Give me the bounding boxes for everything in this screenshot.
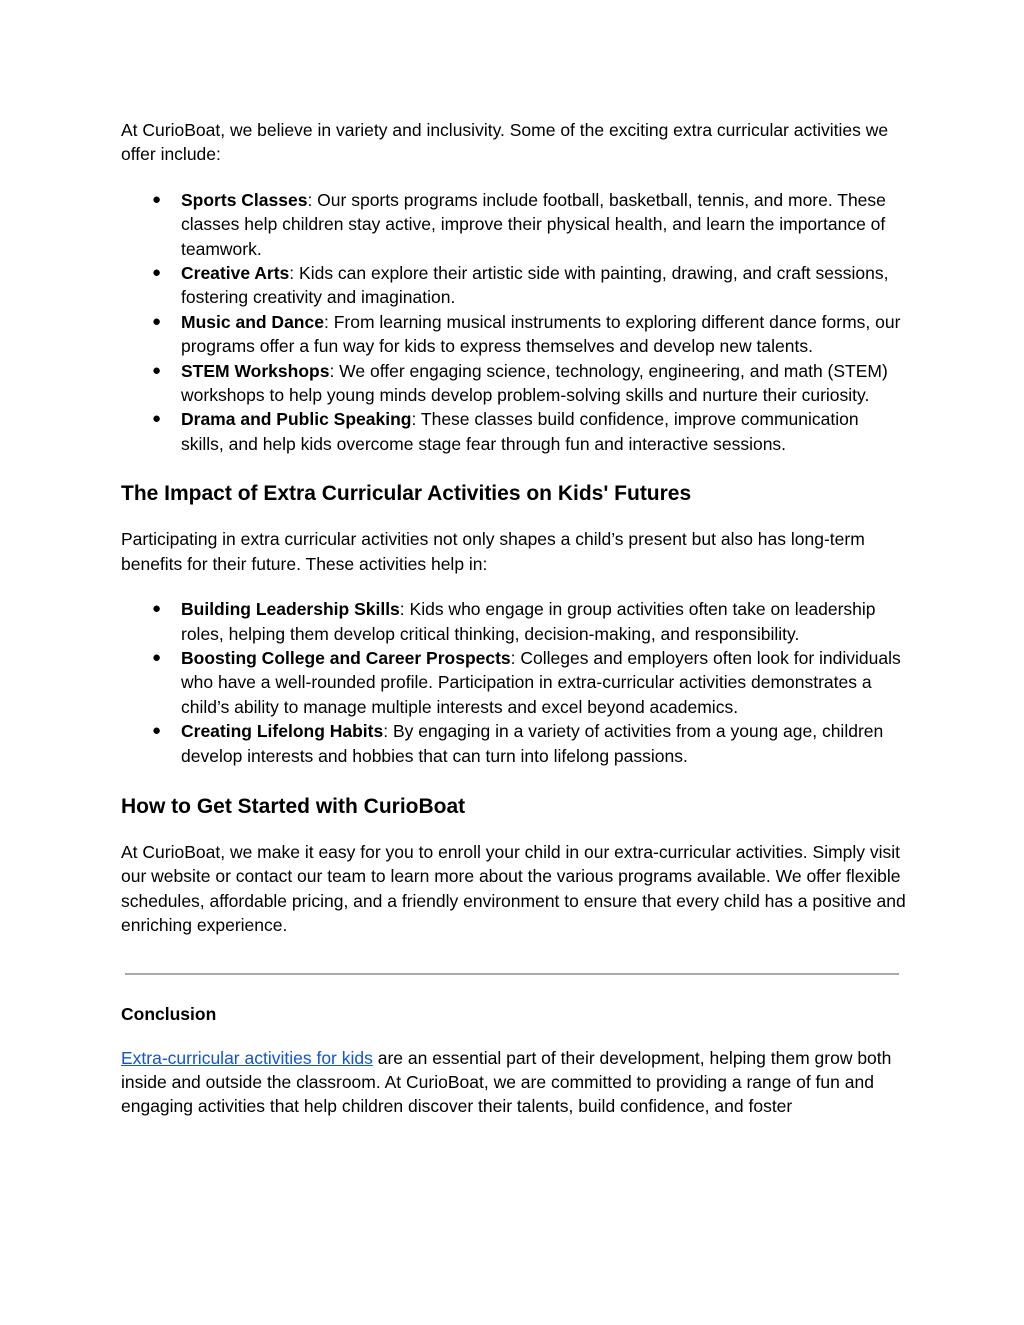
- bullet-icon: ●: [152, 648, 162, 666]
- conclusion-heading: Conclusion: [121, 1003, 217, 1024]
- item-title: STEM Workshops: [181, 360, 330, 381]
- item-title: Boosting College and Career Prospects: [181, 647, 511, 668]
- item-title: Creative Arts: [181, 263, 290, 284]
- item-text: : These classes build confidence, improve communication skills, and help kids overcome stage fear through fun and interactive sessions.: [181, 409, 859, 454]
- item-text: : We offer engaging science, technology, engineering, and math (STEM) workshops to help young minds develop problem-solving skills and nurture their curiosity.: [181, 360, 888, 406]
- conclusion-paragraph: [121, 1046, 906, 1119]
- bullet-icon: ●: [152, 600, 162, 618]
- list-item: [121, 261, 906, 310]
- impact-paragraph: Participating in extra curricular activities not only shapes a child’s present but also has long-term benefits for their future. These activities help in:: [121, 529, 865, 574]
- bullet-icon: ●: [152, 722, 162, 740]
- bullet-icon: ●: [152, 361, 162, 379]
- activities-list: [121, 188, 906, 456]
- list-item: [121, 188, 906, 261]
- bullet-icon: ●: [152, 410, 162, 428]
- item-title: Creating Lifelong Habits: [181, 721, 384, 742]
- item-text: : Kids can explore their artistic side with painting, drawing, and craft sessions, fostering creativity and imagination.: [181, 263, 889, 308]
- list-item: [121, 719, 906, 768]
- item-title: Building Leadership Skills: [181, 599, 400, 620]
- bullet-icon: ●: [152, 190, 162, 208]
- list-item: [121, 407, 906, 456]
- list-item: [121, 359, 906, 408]
- bullet-icon: ●: [152, 264, 162, 282]
- item-title: Sports Classes: [181, 189, 308, 210]
- getting-started-heading: How to Get Started with CurioBoat: [121, 794, 466, 818]
- intro-paragraph: At CurioBoat, we believe in variety and inclusivity. Some of the exciting extra curricular activities we offer include:: [121, 120, 889, 165]
- impact-list: [121, 597, 906, 768]
- item-text: : Colleges and employers often look for individuals who have a well-rounded profile. Participation in extra-curricular activities demonstrates a child’s ability to manage multiple interests and excel beyond academics.: [181, 647, 901, 717]
- horizontal-divider: [125, 973, 899, 975]
- list-item: [121, 597, 906, 646]
- list-item: [121, 646, 906, 719]
- conclusion-text: are an essential part of their development, helping them grow both inside and outside the classroom. At CurioBoat, we are committed to providing a range of fun and engaging activities that help children discover their talents, build confidence, and foster: [121, 1047, 892, 1117]
- impact-heading: The Impact of Extra Curricular Activities on Kids' Futures: [121, 482, 692, 506]
- item-title: Drama and Public Speaking: [181, 409, 412, 430]
- item-text: : Our sports programs include football, basketball, tennis, and more. These classes help children stay active, improve their physical health, and learn the importance of teamwork.: [181, 189, 886, 259]
- bullet-icon: ●: [152, 312, 162, 330]
- item-text: : By engaging in a variety of activities from a young age, children develop interests and hobbies that can turn into lifelong passions.: [181, 721, 884, 766]
- getting-started-paragraph: At CurioBoat, we make it easy for you to enroll your child in our extra-curricular activities. Simply visit our website or contact our team to learn more about the various programs available. We offer flexible schedules, affordable pricing, and a friendly environment to ensure that every child has a positive and enriching experience.: [121, 841, 906, 936]
- document-page: [121, 118, 906, 1119]
- item-text: : From learning musical instruments to exploring different dance forms, our programs offer a fun way for kids to express themselves and develop new talents.: [181, 311, 901, 357]
- list-item: [121, 310, 906, 359]
- activities-link[interactable]: Extra-curricular activities for kids: [121, 1047, 373, 1068]
- item-text: : Kids who engage in group activities often take on leadership roles, helping them develop critical thinking, decision-making, and responsibility.: [181, 599, 876, 644]
- item-title: Music and Dance: [181, 311, 324, 332]
